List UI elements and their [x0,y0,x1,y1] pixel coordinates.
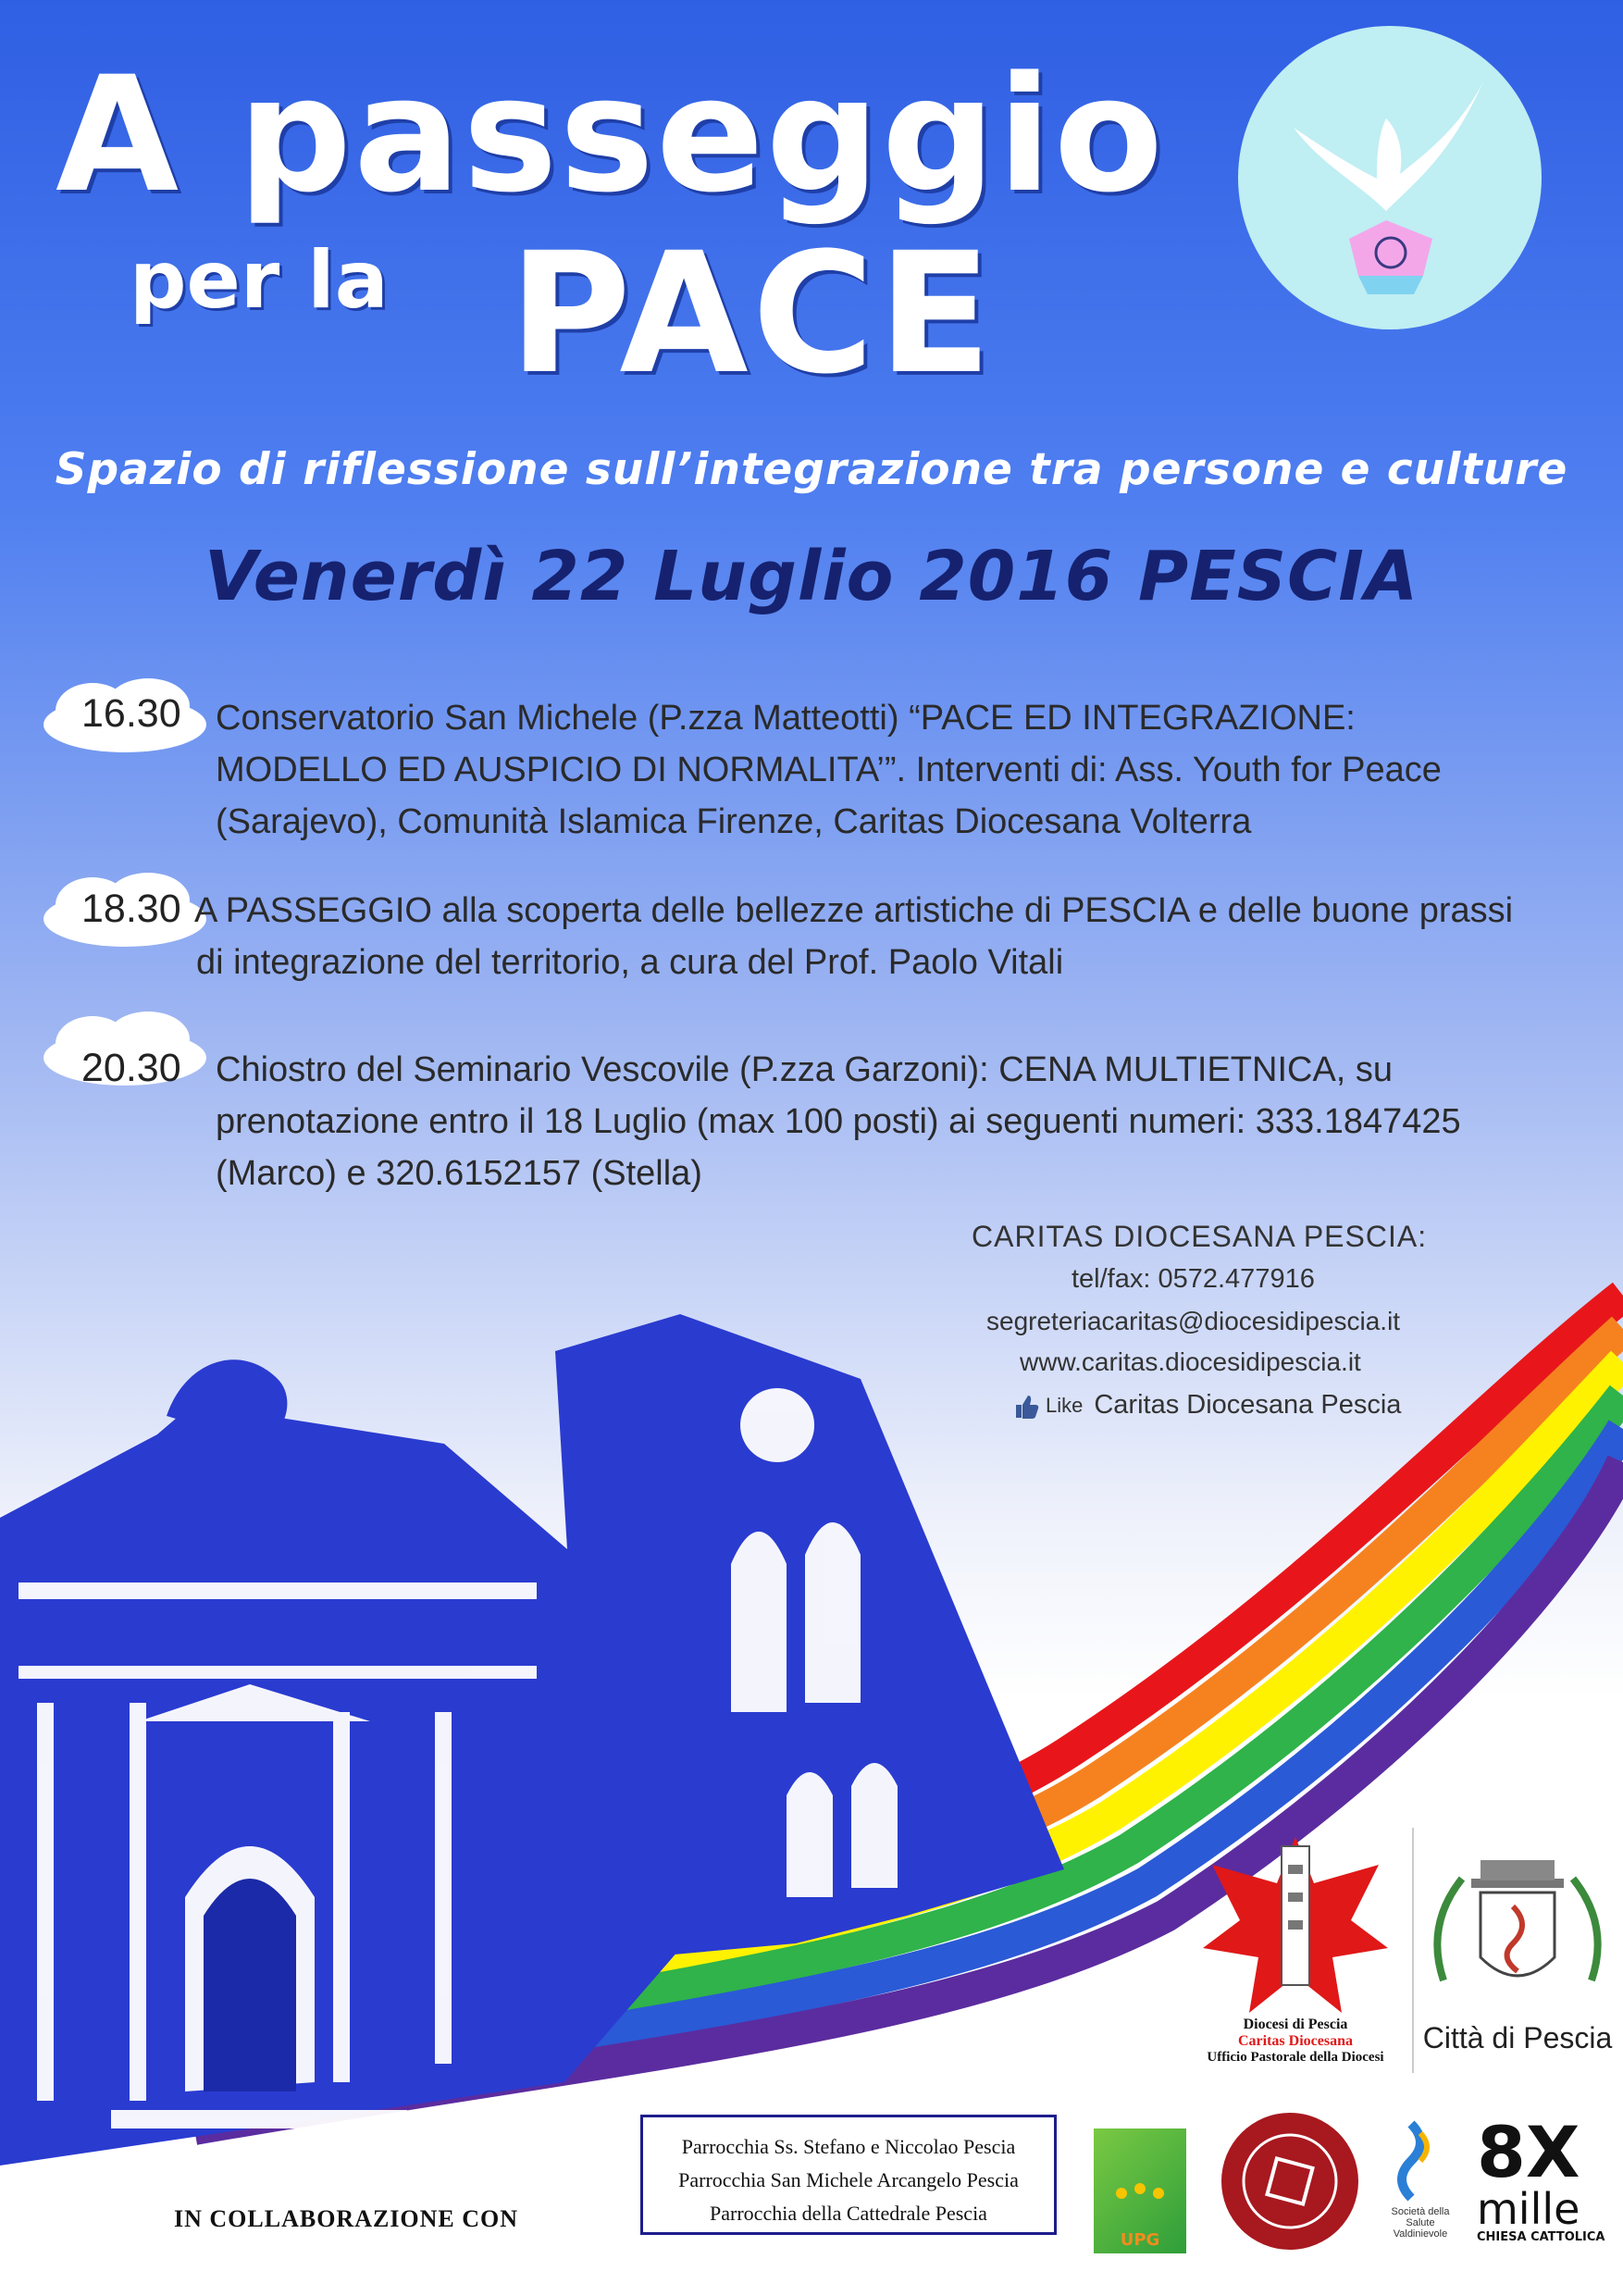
upg-figures-icon [1094,2128,1186,2221]
parish-item: Parrocchia della Cattedrale Pescia [710,2202,987,2225]
collaboration-label: IN COLLABORAZIONE CON [174,2205,519,2232]
parish-item: Parrocchia San Michele Arcangelo Pescia [678,2168,1019,2191]
city-logo [1416,1842,1619,2073]
program-time: 18.30 [81,887,181,931]
event-date: Venerdì 22 Luglio 2016 PESCIA [204,537,1419,616]
ecumenism-seal-icon [1221,2113,1358,2250]
facebook-like-row[interactable] [1012,1390,1401,1421]
contact-telfax: tel/fax: 0572.477916 [1072,1264,1315,1294]
chiesa-text: CHIESA CATTOLICA [1477,2230,1605,2244]
dove-logo [1238,26,1542,329]
contact-email[interactable]: segreteriacaritas@diocesidipescia.it [986,1307,1401,1335]
caritas-cross-icon [1194,1828,1397,2013]
like-thumb-icon [1012,1392,1040,1420]
parish-item: Parrocchia Ss. Stefano e Niccolao Pescia [681,2135,1016,2158]
otto-x-text: 8X [1477,2111,1580,2193]
program-line: A PASSEGGIO alla scoperta delle bellezze artistiche di PESCIA e delle buone prassi [194,891,1514,930]
caritas-line-2: Caritas Diocesana [1238,2033,1353,2049]
city-crest-icon [1416,1842,1619,2017]
sds-line-1: Società della Salute [1391,2206,1450,2228]
otto-per-mille-logo [1477,2111,1616,2256]
contact-website[interactable]: www.caritas.diocesidipescia.it [1020,1347,1361,1376]
program-line: (Sarajevo), Comunità Islamica Firenze, Caritas Diocesana Volterra [216,802,1252,841]
dove-icon [1238,26,1542,329]
program-line: MODELLO ED AUSPICIO DI NORMALITA’”. Interventi di: Ass. Youth for Peace [216,751,1442,789]
like-badge: Like [1046,1393,1084,1417]
program-line: (Marco) e 320.6152157 (Stella) [216,1154,702,1193]
ecumenism-seal-logo [1221,2113,1358,2250]
parish-list [640,2115,1057,2235]
caritas-line-1: Diocesi di Pescia [1243,2017,1348,2032]
program-item-2 [194,885,1582,988]
sds-line-2: Valdinievole [1393,2228,1448,2240]
title-line-1: A passeggio [56,42,1165,228]
title-line-2a: per la [130,234,389,327]
subtitle: Spazio di riflessione sull’integrazione tra persone e culture [55,444,1568,495]
sds-logo [1383,2119,1457,2249]
title-line-2b: PACE [509,217,996,411]
program-line: prenotazione entro il 18 Luglio (max 100 posti) ai seguenti numeri: 333.1847425 [216,1102,1461,1141]
program-item-3 [216,1044,1585,1199]
sds-wave-icon [1383,2119,1457,2203]
program-line: Chiostro del Seminario Vescovile (P.zza Garzoni): CENA MULTIETNICA, su [216,1050,1394,1089]
caritas-line-3: Ufficio Pastorale della Diocesi [1207,2050,1384,2065]
program-time: 16.30 [81,691,181,736]
contact-org: CARITAS DIOCESANA PESCIA: [972,1220,1428,1253]
caritas-logo [1194,1828,1397,2078]
logo-divider [1412,1828,1414,2073]
mille-text: mille [1477,2184,1580,2234]
program-item-1 [216,692,1585,848]
facebook-page-name: Caritas Diocesana Pescia [1094,1390,1402,1420]
program-line: Conservatorio San Michele (P.zza Matteotti) “PACE ED INTEGRAZIONE: [216,699,1356,738]
upg-logo [1094,2128,1186,2253]
program-line: di integrazione del territorio, a cura del Prof. Paolo Vitali [196,943,1064,982]
upg-label: UPG [1120,2230,1160,2250]
program-time: 20.30 [81,1046,181,1090]
city-name: Città di Pescia [1422,2021,1613,2054]
building-illustration [0,1277,1147,2166]
